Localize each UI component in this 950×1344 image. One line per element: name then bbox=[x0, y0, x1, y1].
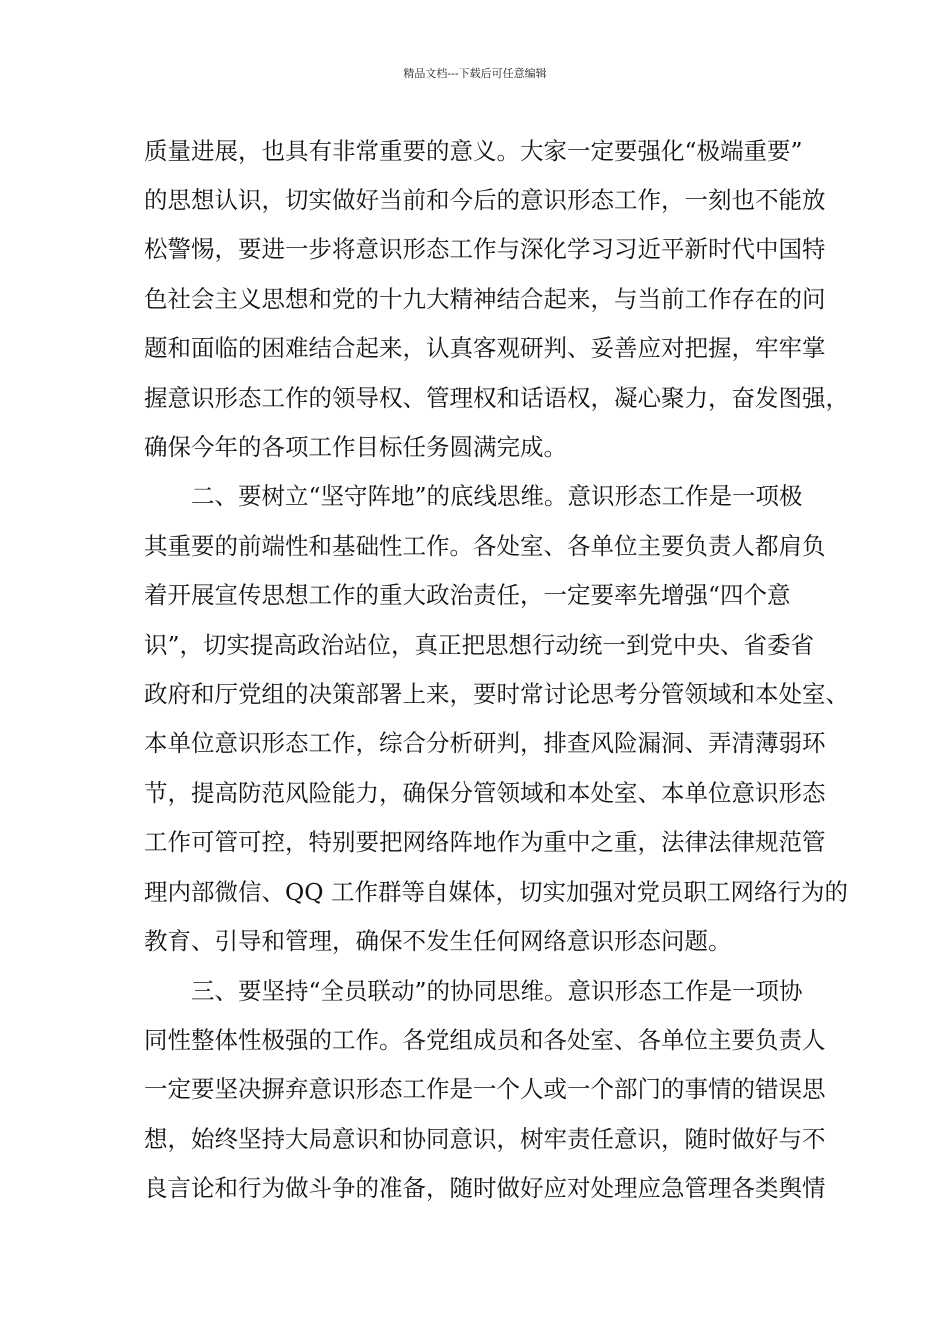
text-line: 识”，切实提高政治站位，真正把思想行动统一到党中央、省委省 bbox=[144, 631, 815, 659]
text-line: 题和面临的困难结合起来，认真客观研判、妥善应对把握，牢牢掌 bbox=[144, 334, 826, 362]
text-line: 政府和厅党组的决策部署上来，要时常讨论思考分管领域和本处室、 bbox=[144, 680, 849, 708]
text-line: 色社会主义思想和党的十九大精神结合起来，与当前工作存在的问 bbox=[144, 285, 826, 313]
text-line: 教育、引导和管理，确保不发生任何网络意识形态问题。 bbox=[144, 927, 732, 955]
text-line: 工作可管可控，特别要把网络阵地作为重中之重，法律法律规范管 bbox=[144, 828, 826, 856]
text-line: 握意识形态工作的领导权、管理权和话语权，凝心聚力，奋发图强， bbox=[144, 384, 849, 412]
text-line: 二、要树立“坚守阵地”的底线思维。意识形态工作是一项极 bbox=[144, 482, 803, 510]
text-line: 想，始终坚持大局意识和协同意识，树牢责任意识，随时做好与不 bbox=[144, 1125, 826, 1153]
text-line: 的思想认识，切实做好当前和今后的意识形态工作，一刻也不能放 bbox=[144, 186, 826, 214]
text-line: 同性整体性极强的工作。各党组成员和各处室、各单位主要负责人 bbox=[144, 1026, 826, 1054]
text-line: 确保今年的各项工作目标任务圆满完成。 bbox=[144, 433, 567, 461]
text-line: 其重要的前端性和基础性工作。各处室、各单位主要负责人都肩负 bbox=[144, 532, 826, 560]
text-line: 质量进展，也具有非常重要的意义。大家一定要强化“极端重要” bbox=[144, 137, 803, 165]
text-line: 本单位意识形态工作，综合分析研判，排查风险漏洞、弄清薄弱环 bbox=[144, 729, 826, 757]
text-line: 良言论和行为做斗争的准备，随时做好应对处理应急管理各类舆情 bbox=[144, 1174, 826, 1202]
text-line: 松警惕，要进一步将意识形态工作与深化学习习近平新时代中国特 bbox=[144, 235, 826, 263]
text-line: 一定要坚决摒弃意识形态工作是一个人或一个部门的事情的错误思 bbox=[144, 1075, 826, 1103]
text-line: 节，提高防范风险能力，确保分管领域和本处室、本单位意识形态 bbox=[144, 779, 826, 807]
text-line: 理内部微信、QQ 工作群等自媒体，切实加强对党员职工网络行为的 bbox=[144, 878, 849, 906]
text-line: 三、要坚持“全员联动”的协同思维。意识形态工作是一项协 bbox=[144, 977, 803, 1005]
page-header: 精品文档---下载后可任意编辑 bbox=[403, 67, 547, 80]
text-line: 着开展宣传思想工作的重大政治责任，一定要率先增强“四个意 bbox=[144, 581, 791, 609]
